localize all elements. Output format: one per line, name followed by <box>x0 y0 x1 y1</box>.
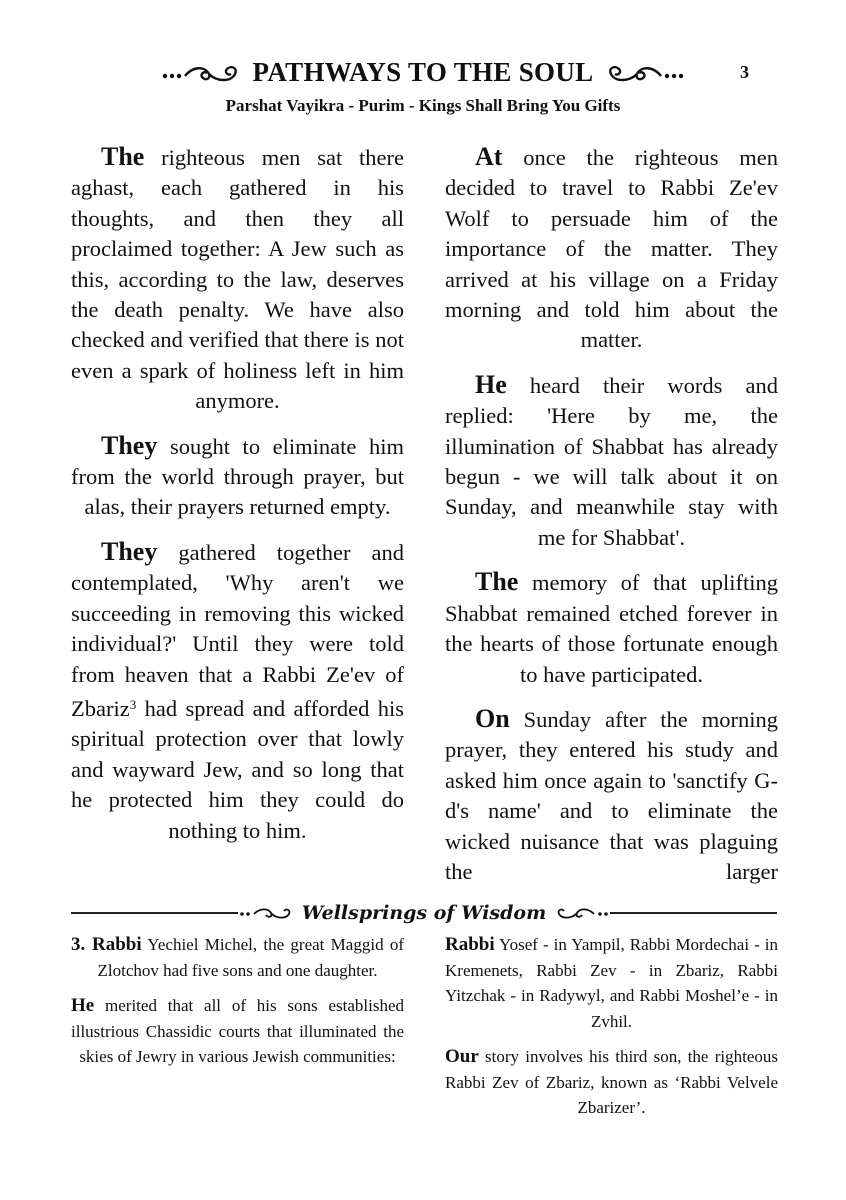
footnote-paragraph <box>71 932 404 983</box>
footnote-lead: 3. Rabbi <box>71 934 142 955</box>
paragraph-text: Sunday after the morning prayer, they entered his study and asked him once again to 'sanctify G-d's name' and to eliminate the wicked nuisance that was plaguing the larger <box>445 706 778 884</box>
footnote-section-title: Wellsprings of Wisdom <box>301 902 547 924</box>
paragraph-lead: At <box>475 142 503 171</box>
divider-ornament-left-icon <box>238 905 298 921</box>
paragraph-text: memory of that uplifting Shabbat remained etched forever in the hearts of those fortunate enough to have participated. <box>445 570 778 687</box>
footnote-divider <box>71 898 777 928</box>
footnote-text: Yosef - in Yampil, Rabbi Mordechai - in Kremenets, Rabbi Zev - in Zbariz, Rabbi Yitzchak - in Radywyl, and Rabbi Moshel’e - in Zvhil. <box>445 935 778 1031</box>
paragraph-text: righteous men sat there aghast, each gathered in his thoughts, and then they all proclaimed together: A Jew such as this, according to the law, deserves the death penalty. We have also checked and verified that there is not even a spark of holiness left in him anymore. <box>71 145 404 414</box>
paragraph-lead: On <box>475 703 510 733</box>
paragraph-lead: They <box>101 430 158 460</box>
paragraph-lead: He <box>475 369 507 399</box>
footnote-reference: 3 <box>129 696 137 712</box>
footnote-lead: Rabbi <box>445 934 495 955</box>
main-column-left <box>71 142 404 860</box>
footnote-lead: Our <box>445 1046 479 1067</box>
footnote-paragraph <box>71 993 404 1070</box>
scroll-ornament-left-icon <box>161 60 245 84</box>
paragraph-lead: The <box>475 567 519 597</box>
paragraph-text: sought to eliminate him from the world through prayer, but alas, their prayers returned empty. <box>71 433 404 520</box>
newsletter-title: PATHWAYS TO THE SOUL <box>252 56 594 87</box>
paragraph <box>71 431 404 523</box>
scroll-ornament-right-icon <box>601 60 685 84</box>
footnote-column-right <box>445 932 778 1131</box>
divider-line <box>610 912 777 914</box>
footnote-text: story involves his third son, the righteous Rabbi Zev of Zbariz, known as ‘Rabbi Velvele Zbarizer’. <box>445 1047 778 1117</box>
footnote-column-left <box>71 932 404 1080</box>
divider-line <box>71 912 238 914</box>
footnote-paragraph <box>445 932 778 1034</box>
divider-ornament-right-icon <box>550 905 610 921</box>
paragraph <box>445 704 778 887</box>
paragraph <box>445 142 778 356</box>
paragraph-lead: They <box>101 536 158 566</box>
paragraph <box>445 567 778 690</box>
paragraph <box>71 142 404 417</box>
page-number: 3 <box>740 62 749 82</box>
paragraph-text: gathered together and contemplated, 'Why aren't we succeeding in removing this wicked individual?' Until they were told from heaven that a Rabbi Ze'ev of Zbariz <box>71 539 404 721</box>
footnote-paragraph <box>445 1044 778 1121</box>
paragraph-text: heard their words and replied: 'Here by me, the illumination of Shabbat has already begun - we will talk about it on Sunday, and meanwhile stay with me for Shabbat'. <box>445 372 778 550</box>
footnote-lead: He <box>71 995 95 1016</box>
paragraph-text: once the righteous men decided to travel to Rabbi Ze'ev Wolf to persuade him of the importance of the matter. They arrived at his village on a Friday morning and told him about the matter. <box>445 145 778 353</box>
main-column-right <box>445 142 778 901</box>
page-header <box>70 52 776 92</box>
paragraph <box>71 537 404 846</box>
footnote-text: Yechiel Michel, the great Maggid of Zlotchov had five sons and one daughter. <box>97 935 404 980</box>
footnote-text: merited that all of his sons established illustrious Chassidic courts that illuminated the skies of Jewry in various Jewish communities: <box>71 996 404 1066</box>
paragraph <box>445 370 778 553</box>
paragraph-text: had spread and afforded his spiritual protection over that lowly and wayward Jew, and so long that he protected him they could do nothing to him. <box>71 695 404 843</box>
issue-subtitle: Parshat Vayikra - Purim - Kings Shall Bring You Gifts <box>225 96 621 115</box>
paragraph-lead: The <box>101 142 145 171</box>
